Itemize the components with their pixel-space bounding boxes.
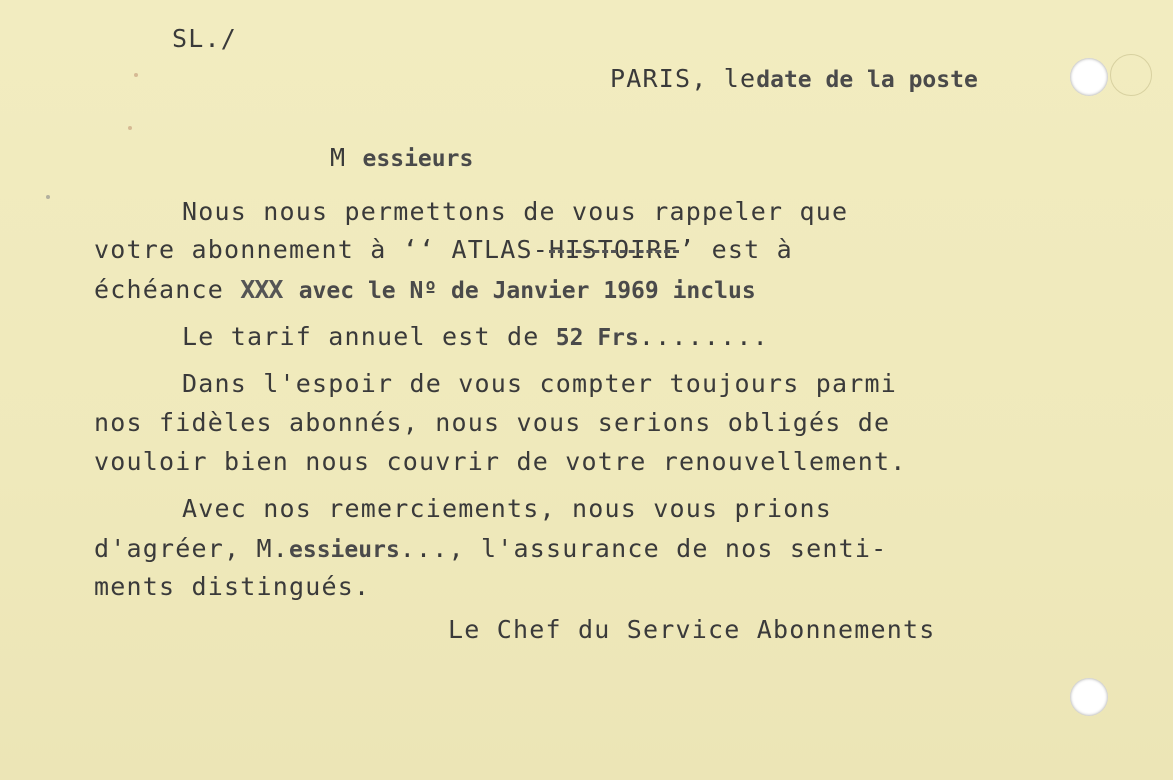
ink-speck: [46, 195, 50, 199]
signature: Le Chef du Service Abonnements: [448, 615, 936, 644]
closing-line2-prefix: d'agréer, M.: [94, 534, 290, 563]
expiry-fill-in: avec le Nº de Janvier 1969 inclus: [298, 278, 756, 304]
paragraph1-line3-prefix: échéance: [94, 275, 225, 304]
salutation: [330, 143, 473, 172]
paragraph1-line3: [94, 275, 756, 304]
tariff-dots: ........: [638, 322, 769, 351]
dateline: [610, 64, 978, 93]
closing-line1: Avec nos remerciements, nous vous prions: [182, 494, 833, 523]
paragraph1-line1: Nous nous permettons de vous rappeler que: [182, 197, 849, 226]
salutation-initial: M: [330, 143, 347, 172]
dateline-city: PARIS, le: [610, 64, 757, 93]
tariff-line: [182, 322, 769, 351]
dateline-date: date de la poste: [756, 67, 978, 93]
punch-hole-shadow: [1110, 54, 1152, 96]
tariff-label: Le tarif annuel est de: [182, 322, 540, 351]
paragraph2-line1: Dans l'espoir de vous compter toujours parmi: [182, 369, 898, 398]
punch-hole-top: [1070, 58, 1108, 96]
paragraph1-line2-suffix: ’ est à: [679, 235, 793, 264]
closing-line3: ments distingués.: [94, 572, 371, 601]
punch-hole-bottom: [1070, 678, 1108, 716]
tariff-amount: 52 Frs: [555, 325, 639, 351]
reference-code: SL./: [172, 24, 238, 53]
salutation-rest: essieurs: [362, 146, 474, 172]
closing-fill-in: essieurs: [289, 537, 400, 563]
paragraph1-line2-prefix: votre abonnement à ‘‘ ATLAS-: [94, 235, 550, 264]
paragraph1-line2: [94, 235, 793, 264]
paragraph2-line2: nos fidèles abonnés, nous vous serions obligés de: [94, 408, 891, 437]
closing-line2-suffix: ..., l'assurance de nos senti-: [399, 534, 888, 563]
closing-line2: [94, 534, 887, 563]
struck-out-word: HISTOIRE: [549, 235, 680, 264]
ink-speck: [134, 73, 138, 77]
ink-speck: [128, 126, 132, 130]
paragraph2-line3: vouloir bien nous couvrir de votre renouvellement.: [94, 447, 907, 476]
crossed-out-text: XXX: [240, 275, 283, 304]
